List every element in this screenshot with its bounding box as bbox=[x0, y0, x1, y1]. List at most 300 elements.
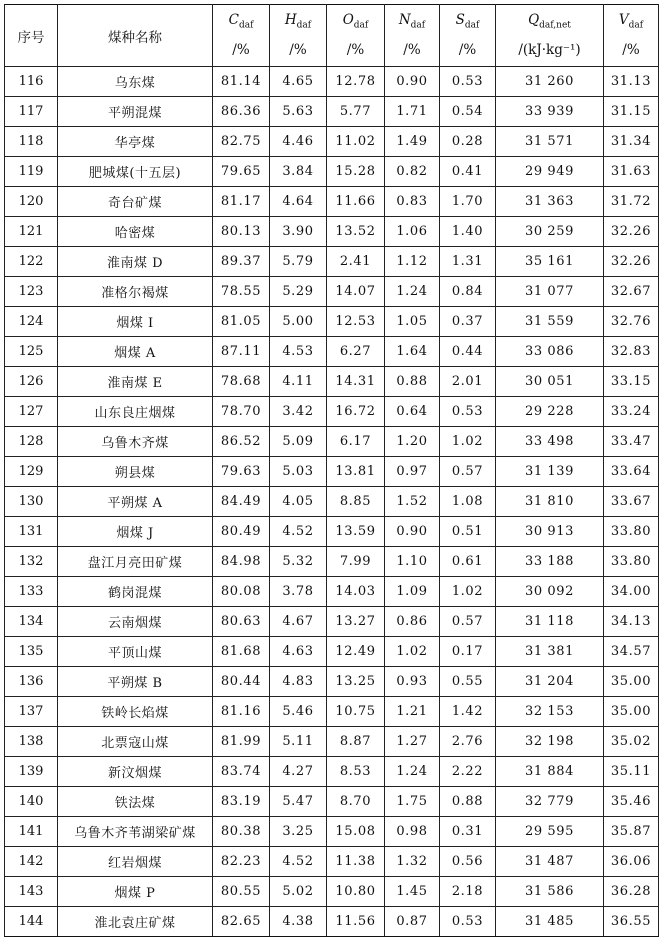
header-unit: /% bbox=[622, 42, 640, 59]
cell-sulfur: 0.17 bbox=[440, 637, 496, 667]
cell-calorific-value: 31 363 bbox=[496, 187, 604, 217]
cell-calorific-value: 29 949 bbox=[496, 157, 604, 187]
cell-carbon: 86.52 bbox=[213, 427, 270, 457]
cell-coal-name: 云南烟煤 bbox=[58, 607, 213, 637]
cell-oxygen: 12.49 bbox=[327, 637, 385, 667]
cell-volatile-matter: 31.13 bbox=[604, 67, 659, 97]
cell-nitrogen: 0.98 bbox=[385, 817, 440, 847]
header-nitrogen bbox=[385, 5, 440, 67]
cell-oxygen: 11.02 bbox=[327, 127, 385, 157]
cell-nitrogen: 0.90 bbox=[385, 67, 440, 97]
cell-sulfur: 0.54 bbox=[440, 97, 496, 127]
cell-sulfur: 0.28 bbox=[440, 127, 496, 157]
cell-carbon: 81.17 bbox=[213, 187, 270, 217]
table-row bbox=[5, 727, 659, 757]
cell-coal-name: 朔县煤 bbox=[58, 457, 213, 487]
cell-index: 118 bbox=[5, 127, 58, 157]
cell-coal-name: 淮北袁庄矿煤 bbox=[58, 907, 213, 937]
cell-nitrogen: 1.05 bbox=[385, 307, 440, 337]
cell-sulfur: 0.31 bbox=[440, 817, 496, 847]
header-unit: /% bbox=[232, 42, 250, 59]
cell-carbon: 81.05 bbox=[213, 307, 270, 337]
cell-hydrogen: 5.03 bbox=[270, 457, 327, 487]
header-symbol: $C_{daf}$ bbox=[228, 11, 254, 31]
cell-calorific-value: 31 260 bbox=[496, 67, 604, 97]
cell-volatile-matter: 33.15 bbox=[604, 367, 659, 397]
cell-coal-name: 盘江月亮田矿煤 bbox=[58, 547, 213, 577]
cell-carbon: 80.13 bbox=[213, 217, 270, 247]
cell-nitrogen: 0.83 bbox=[385, 187, 440, 217]
cell-carbon: 78.68 bbox=[213, 367, 270, 397]
cell-index: 141 bbox=[5, 817, 58, 847]
cell-volatile-matter: 34.13 bbox=[604, 607, 659, 637]
cell-hydrogen: 4.05 bbox=[270, 487, 327, 517]
cell-nitrogen: 1.27 bbox=[385, 727, 440, 757]
table-row bbox=[5, 247, 659, 277]
header-unit: /% bbox=[458, 42, 477, 59]
cell-hydrogen: 4.52 bbox=[270, 847, 327, 877]
cell-oxygen: 5.77 bbox=[327, 97, 385, 127]
table-row bbox=[5, 427, 659, 457]
table-row bbox=[5, 817, 659, 847]
cell-coal-name: 烟煤 J bbox=[58, 517, 213, 547]
cell-calorific-value: 30 051 bbox=[496, 367, 604, 397]
cell-carbon: 82.65 bbox=[213, 907, 270, 937]
cell-oxygen: 11.56 bbox=[327, 907, 385, 937]
cell-carbon: 84.49 bbox=[213, 487, 270, 517]
header-index: 序号 bbox=[5, 5, 58, 67]
cell-coal-name: 烟煤 A bbox=[58, 337, 213, 367]
header-symbol: $Q_{daf,net}$ bbox=[528, 11, 571, 31]
cell-oxygen: 13.25 bbox=[327, 667, 385, 697]
cell-coal-name: 哈密煤 bbox=[58, 217, 213, 247]
header-symbol: $S_{daf}$ bbox=[455, 11, 480, 31]
cell-coal-name: 北票寇山煤 bbox=[58, 727, 213, 757]
cell-sulfur: 0.44 bbox=[440, 337, 496, 367]
cell-oxygen: 16.72 bbox=[327, 397, 385, 427]
cell-index: 136 bbox=[5, 667, 58, 697]
cell-sulfur: 0.53 bbox=[440, 67, 496, 97]
cell-hydrogen: 5.11 bbox=[270, 727, 327, 757]
cell-nitrogen: 1.02 bbox=[385, 637, 440, 667]
cell-coal-name: 鹤岗混煤 bbox=[58, 577, 213, 607]
cell-volatile-matter: 32.26 bbox=[604, 217, 659, 247]
cell-carbon: 81.68 bbox=[213, 637, 270, 667]
cell-nitrogen: 1.06 bbox=[385, 217, 440, 247]
cell-coal-name: 山东良庄烟煤 bbox=[58, 397, 213, 427]
cell-carbon: 80.44 bbox=[213, 667, 270, 697]
cell-volatile-matter: 36.28 bbox=[604, 877, 659, 907]
table-row bbox=[5, 67, 659, 97]
cell-index: 131 bbox=[5, 517, 58, 547]
cell-index: 143 bbox=[5, 877, 58, 907]
cell-calorific-value: 31 381 bbox=[496, 637, 604, 667]
cell-volatile-matter: 31.15 bbox=[604, 97, 659, 127]
cell-sulfur: 1.42 bbox=[440, 697, 496, 727]
cell-oxygen: 11.66 bbox=[327, 187, 385, 217]
cell-volatile-matter: 36.55 bbox=[604, 907, 659, 937]
header-sulfur bbox=[440, 5, 496, 67]
cell-index: 120 bbox=[5, 187, 58, 217]
cell-calorific-value: 31 139 bbox=[496, 457, 604, 487]
cell-coal-name: 奇台矿煤 bbox=[58, 187, 213, 217]
cell-index: 128 bbox=[5, 427, 58, 457]
table-row bbox=[5, 607, 659, 637]
cell-hydrogen: 4.27 bbox=[270, 757, 327, 787]
cell-carbon: 81.14 bbox=[213, 67, 270, 97]
cell-coal-name: 乌东煤 bbox=[58, 67, 213, 97]
document-page bbox=[4, 4, 659, 937]
cell-coal-name: 铁岭长焰煤 bbox=[58, 697, 213, 727]
cell-volatile-matter: 35.00 bbox=[604, 667, 659, 697]
cell-coal-name: 铁法煤 bbox=[58, 787, 213, 817]
cell-sulfur: 0.84 bbox=[440, 277, 496, 307]
header-hydrogen bbox=[270, 5, 327, 67]
cell-sulfur: 0.53 bbox=[440, 907, 496, 937]
cell-oxygen: 14.31 bbox=[327, 367, 385, 397]
cell-index: 124 bbox=[5, 307, 58, 337]
cell-coal-name: 红岩烟煤 bbox=[58, 847, 213, 877]
cell-index: 132 bbox=[5, 547, 58, 577]
cell-sulfur: 0.56 bbox=[440, 847, 496, 877]
cell-calorific-value: 31 485 bbox=[496, 907, 604, 937]
table-row bbox=[5, 457, 659, 487]
cell-index: 117 bbox=[5, 97, 58, 127]
cell-nitrogen: 0.82 bbox=[385, 157, 440, 187]
cell-nitrogen: 1.71 bbox=[385, 97, 440, 127]
cell-oxygen: 8.87 bbox=[327, 727, 385, 757]
table-header bbox=[5, 5, 659, 67]
cell-sulfur: 2.01 bbox=[440, 367, 496, 397]
cell-hydrogen: 5.47 bbox=[270, 787, 327, 817]
cell-oxygen: 6.27 bbox=[327, 337, 385, 367]
cell-oxygen: 10.80 bbox=[327, 877, 385, 907]
cell-coal-name: 平朔煤 B bbox=[58, 667, 213, 697]
cell-coal-name: 淮南煤 D bbox=[58, 247, 213, 277]
cell-calorific-value: 32 153 bbox=[496, 697, 604, 727]
cell-oxygen: 11.38 bbox=[327, 847, 385, 877]
cell-nitrogen: 0.88 bbox=[385, 367, 440, 397]
header-coal-name: 煤种名称 bbox=[58, 5, 213, 67]
cell-volatile-matter: 32.83 bbox=[604, 337, 659, 367]
cell-oxygen: 7.99 bbox=[327, 547, 385, 577]
table-row bbox=[5, 877, 659, 907]
cell-index: 144 bbox=[5, 907, 58, 937]
table-row bbox=[5, 547, 659, 577]
cell-sulfur: 1.31 bbox=[440, 247, 496, 277]
cell-carbon: 83.19 bbox=[213, 787, 270, 817]
header-unit: /% bbox=[289, 42, 307, 59]
cell-calorific-value: 29 595 bbox=[496, 817, 604, 847]
cell-calorific-value: 31 077 bbox=[496, 277, 604, 307]
cell-nitrogen: 1.24 bbox=[385, 757, 440, 787]
cell-hydrogen: 5.79 bbox=[270, 247, 327, 277]
cell-sulfur: 0.53 bbox=[440, 397, 496, 427]
cell-index: 123 bbox=[5, 277, 58, 307]
cell-calorific-value: 31 559 bbox=[496, 307, 604, 337]
cell-calorific-value: 31 118 bbox=[496, 607, 604, 637]
cell-volatile-matter: 33.80 bbox=[604, 547, 659, 577]
cell-oxygen: 2.41 bbox=[327, 247, 385, 277]
cell-volatile-matter: 33.24 bbox=[604, 397, 659, 427]
table-row bbox=[5, 367, 659, 397]
cell-coal-name: 平顶山煤 bbox=[58, 637, 213, 667]
cell-index: 127 bbox=[5, 397, 58, 427]
cell-sulfur: 2.18 bbox=[440, 877, 496, 907]
cell-calorific-value: 31 571 bbox=[496, 127, 604, 157]
table-row bbox=[5, 517, 659, 547]
cell-coal-name: 乌鲁木齐苇湖梁矿煤 bbox=[58, 817, 213, 847]
cell-volatile-matter: 31.72 bbox=[604, 187, 659, 217]
cell-nitrogen: 1.24 bbox=[385, 277, 440, 307]
cell-carbon: 81.99 bbox=[213, 727, 270, 757]
cell-volatile-matter: 32.67 bbox=[604, 277, 659, 307]
cell-hydrogen: 4.63 bbox=[270, 637, 327, 667]
cell-calorific-value: 31 487 bbox=[496, 847, 604, 877]
cell-sulfur: 0.37 bbox=[440, 307, 496, 337]
cell-index: 137 bbox=[5, 697, 58, 727]
cell-carbon: 80.38 bbox=[213, 817, 270, 847]
header-symbol: $V_{daf}$ bbox=[618, 11, 644, 31]
table-row bbox=[5, 907, 659, 937]
table-row bbox=[5, 337, 659, 367]
cell-sulfur: 0.57 bbox=[440, 457, 496, 487]
cell-calorific-value: 33 086 bbox=[496, 337, 604, 367]
cell-carbon: 80.63 bbox=[213, 607, 270, 637]
cell-oxygen: 13.27 bbox=[327, 607, 385, 637]
cell-carbon: 79.63 bbox=[213, 457, 270, 487]
cell-calorific-value: 29 228 bbox=[496, 397, 604, 427]
cell-hydrogen: 3.25 bbox=[270, 817, 327, 847]
cell-nitrogen: 1.21 bbox=[385, 697, 440, 727]
cell-coal-name: 新汶烟煤 bbox=[58, 757, 213, 787]
cell-index: 139 bbox=[5, 757, 58, 787]
cell-calorific-value: 33 188 bbox=[496, 547, 604, 577]
cell-hydrogen: 4.52 bbox=[270, 517, 327, 547]
cell-volatile-matter: 33.47 bbox=[604, 427, 659, 457]
header-oxygen bbox=[327, 5, 385, 67]
cell-hydrogen: 4.53 bbox=[270, 337, 327, 367]
cell-nitrogen: 0.64 bbox=[385, 397, 440, 427]
cell-nitrogen: 0.86 bbox=[385, 607, 440, 637]
cell-coal-name: 淮南煤 E bbox=[58, 367, 213, 397]
cell-nitrogen: 1.09 bbox=[385, 577, 440, 607]
cell-hydrogen: 3.78 bbox=[270, 577, 327, 607]
cell-coal-name: 烟煤 P bbox=[58, 877, 213, 907]
header-volatile-matter bbox=[604, 5, 659, 67]
cell-oxygen: 14.07 bbox=[327, 277, 385, 307]
cell-sulfur: 0.57 bbox=[440, 607, 496, 637]
cell-hydrogen: 4.67 bbox=[270, 607, 327, 637]
cell-volatile-matter: 32.76 bbox=[604, 307, 659, 337]
table-row bbox=[5, 757, 659, 787]
cell-hydrogen: 3.42 bbox=[270, 397, 327, 427]
cell-index: 121 bbox=[5, 217, 58, 247]
header-row bbox=[5, 5, 659, 67]
table-row bbox=[5, 697, 659, 727]
cell-oxygen: 12.53 bbox=[327, 307, 385, 337]
cell-volatile-matter: 31.34 bbox=[604, 127, 659, 157]
cell-calorific-value: 30 259 bbox=[496, 217, 604, 247]
cell-nitrogen: 0.93 bbox=[385, 667, 440, 697]
table-row bbox=[5, 847, 659, 877]
cell-carbon: 78.70 bbox=[213, 397, 270, 427]
cell-sulfur: 0.61 bbox=[440, 547, 496, 577]
cell-oxygen: 13.81 bbox=[327, 457, 385, 487]
cell-volatile-matter: 35.11 bbox=[604, 757, 659, 787]
cell-index: 130 bbox=[5, 487, 58, 517]
cell-oxygen: 15.08 bbox=[327, 817, 385, 847]
table-row bbox=[5, 787, 659, 817]
cell-volatile-matter: 33.67 bbox=[604, 487, 659, 517]
cell-hydrogen: 4.46 bbox=[270, 127, 327, 157]
table-body bbox=[5, 67, 659, 937]
cell-index: 133 bbox=[5, 577, 58, 607]
cell-nitrogen: 1.20 bbox=[385, 427, 440, 457]
cell-coal-name: 烟煤 I bbox=[58, 307, 213, 337]
cell-calorific-value: 35 161 bbox=[496, 247, 604, 277]
cell-volatile-matter: 35.46 bbox=[604, 787, 659, 817]
header-unit: /(kJ·kg⁻¹) bbox=[518, 42, 581, 59]
cell-carbon: 84.98 bbox=[213, 547, 270, 577]
cell-calorific-value: 31 204 bbox=[496, 667, 604, 697]
cell-coal-name: 平朔混煤 bbox=[58, 97, 213, 127]
header-unit: /% bbox=[346, 42, 365, 59]
cell-index: 134 bbox=[5, 607, 58, 637]
table-row bbox=[5, 637, 659, 667]
cell-nitrogen: 1.10 bbox=[385, 547, 440, 577]
cell-oxygen: 10.75 bbox=[327, 697, 385, 727]
cell-nitrogen: 1.64 bbox=[385, 337, 440, 367]
header-carbon bbox=[213, 5, 270, 67]
header-symbol: $O_{daf}$ bbox=[342, 11, 369, 31]
cell-hydrogen: 4.83 bbox=[270, 667, 327, 697]
cell-nitrogen: 0.97 bbox=[385, 457, 440, 487]
header-symbol: $N_{daf}$ bbox=[398, 11, 426, 31]
table-row bbox=[5, 397, 659, 427]
header-unit: /% bbox=[403, 42, 421, 59]
cell-oxygen: 8.70 bbox=[327, 787, 385, 817]
cell-index: 126 bbox=[5, 367, 58, 397]
cell-index: 125 bbox=[5, 337, 58, 367]
cell-calorific-value: 30 092 bbox=[496, 577, 604, 607]
cell-sulfur: 1.40 bbox=[440, 217, 496, 247]
cell-hydrogen: 5.63 bbox=[270, 97, 327, 127]
cell-index: 138 bbox=[5, 727, 58, 757]
cell-hydrogen: 3.90 bbox=[270, 217, 327, 247]
cell-nitrogen: 1.32 bbox=[385, 847, 440, 877]
table-row bbox=[5, 127, 659, 157]
cell-nitrogen: 1.45 bbox=[385, 877, 440, 907]
cell-hydrogen: 4.11 bbox=[270, 367, 327, 397]
header-calorific-value bbox=[496, 5, 604, 67]
cell-coal-name: 准格尔褐煤 bbox=[58, 277, 213, 307]
cell-volatile-matter: 33.80 bbox=[604, 517, 659, 547]
cell-volatile-matter: 33.64 bbox=[604, 457, 659, 487]
cell-carbon: 89.37 bbox=[213, 247, 270, 277]
cell-oxygen: 13.59 bbox=[327, 517, 385, 547]
cell-sulfur: 1.02 bbox=[440, 427, 496, 457]
cell-volatile-matter: 34.57 bbox=[604, 637, 659, 667]
cell-calorific-value: 31 586 bbox=[496, 877, 604, 907]
cell-hydrogen: 5.00 bbox=[270, 307, 327, 337]
cell-sulfur: 1.08 bbox=[440, 487, 496, 517]
cell-hydrogen: 4.38 bbox=[270, 907, 327, 937]
cell-hydrogen: 3.84 bbox=[270, 157, 327, 187]
cell-nitrogen: 1.52 bbox=[385, 487, 440, 517]
cell-calorific-value: 32 198 bbox=[496, 727, 604, 757]
cell-carbon: 87.11 bbox=[213, 337, 270, 367]
cell-volatile-matter: 32.26 bbox=[604, 247, 659, 277]
cell-oxygen: 6.17 bbox=[327, 427, 385, 457]
cell-volatile-matter: 35.87 bbox=[604, 817, 659, 847]
cell-volatile-matter: 35.02 bbox=[604, 727, 659, 757]
cell-carbon: 81.16 bbox=[213, 697, 270, 727]
cell-hydrogen: 4.65 bbox=[270, 67, 327, 97]
cell-oxygen: 13.52 bbox=[327, 217, 385, 247]
cell-calorific-value: 33 498 bbox=[496, 427, 604, 457]
cell-carbon: 79.65 bbox=[213, 157, 270, 187]
cell-oxygen: 8.53 bbox=[327, 757, 385, 787]
cell-carbon: 82.23 bbox=[213, 847, 270, 877]
cell-sulfur: 1.70 bbox=[440, 187, 496, 217]
cell-carbon: 80.49 bbox=[213, 517, 270, 547]
table-row bbox=[5, 217, 659, 247]
cell-carbon: 82.75 bbox=[213, 127, 270, 157]
cell-oxygen: 15.28 bbox=[327, 157, 385, 187]
cell-calorific-value: 31 810 bbox=[496, 487, 604, 517]
cell-index: 122 bbox=[5, 247, 58, 277]
cell-nitrogen: 1.75 bbox=[385, 787, 440, 817]
cell-carbon: 86.36 bbox=[213, 97, 270, 127]
cell-nitrogen: 1.49 bbox=[385, 127, 440, 157]
cell-sulfur: 0.88 bbox=[440, 787, 496, 817]
cell-hydrogen: 5.02 bbox=[270, 877, 327, 907]
cell-nitrogen: 1.12 bbox=[385, 247, 440, 277]
table-row bbox=[5, 307, 659, 337]
cell-index: 140 bbox=[5, 787, 58, 817]
cell-carbon: 80.08 bbox=[213, 577, 270, 607]
cell-sulfur: 0.55 bbox=[440, 667, 496, 697]
cell-index: 135 bbox=[5, 637, 58, 667]
cell-calorific-value: 30 913 bbox=[496, 517, 604, 547]
cell-index: 129 bbox=[5, 457, 58, 487]
cell-hydrogen: 5.46 bbox=[270, 697, 327, 727]
cell-coal-name: 乌鲁木齐煤 bbox=[58, 427, 213, 457]
cell-coal-name: 平朔煤 A bbox=[58, 487, 213, 517]
cell-volatile-matter: 31.63 bbox=[604, 157, 659, 187]
cell-hydrogen: 5.32 bbox=[270, 547, 327, 577]
table-row bbox=[5, 577, 659, 607]
cell-index: 119 bbox=[5, 157, 58, 187]
table-row bbox=[5, 97, 659, 127]
cell-sulfur: 2.22 bbox=[440, 757, 496, 787]
cell-carbon: 78.55 bbox=[213, 277, 270, 307]
header-symbol: $H_{daf}$ bbox=[284, 11, 312, 31]
cell-hydrogen: 5.09 bbox=[270, 427, 327, 457]
cell-sulfur: 0.41 bbox=[440, 157, 496, 187]
table-row bbox=[5, 487, 659, 517]
table-row bbox=[5, 157, 659, 187]
cell-volatile-matter: 35.00 bbox=[604, 697, 659, 727]
cell-calorific-value: 31 884 bbox=[496, 757, 604, 787]
cell-oxygen: 8.85 bbox=[327, 487, 385, 517]
cell-hydrogen: 4.64 bbox=[270, 187, 327, 217]
table-row bbox=[5, 667, 659, 697]
cell-nitrogen: 0.90 bbox=[385, 517, 440, 547]
cell-calorific-value: 32 779 bbox=[496, 787, 604, 817]
coal-properties-table bbox=[4, 4, 659, 937]
